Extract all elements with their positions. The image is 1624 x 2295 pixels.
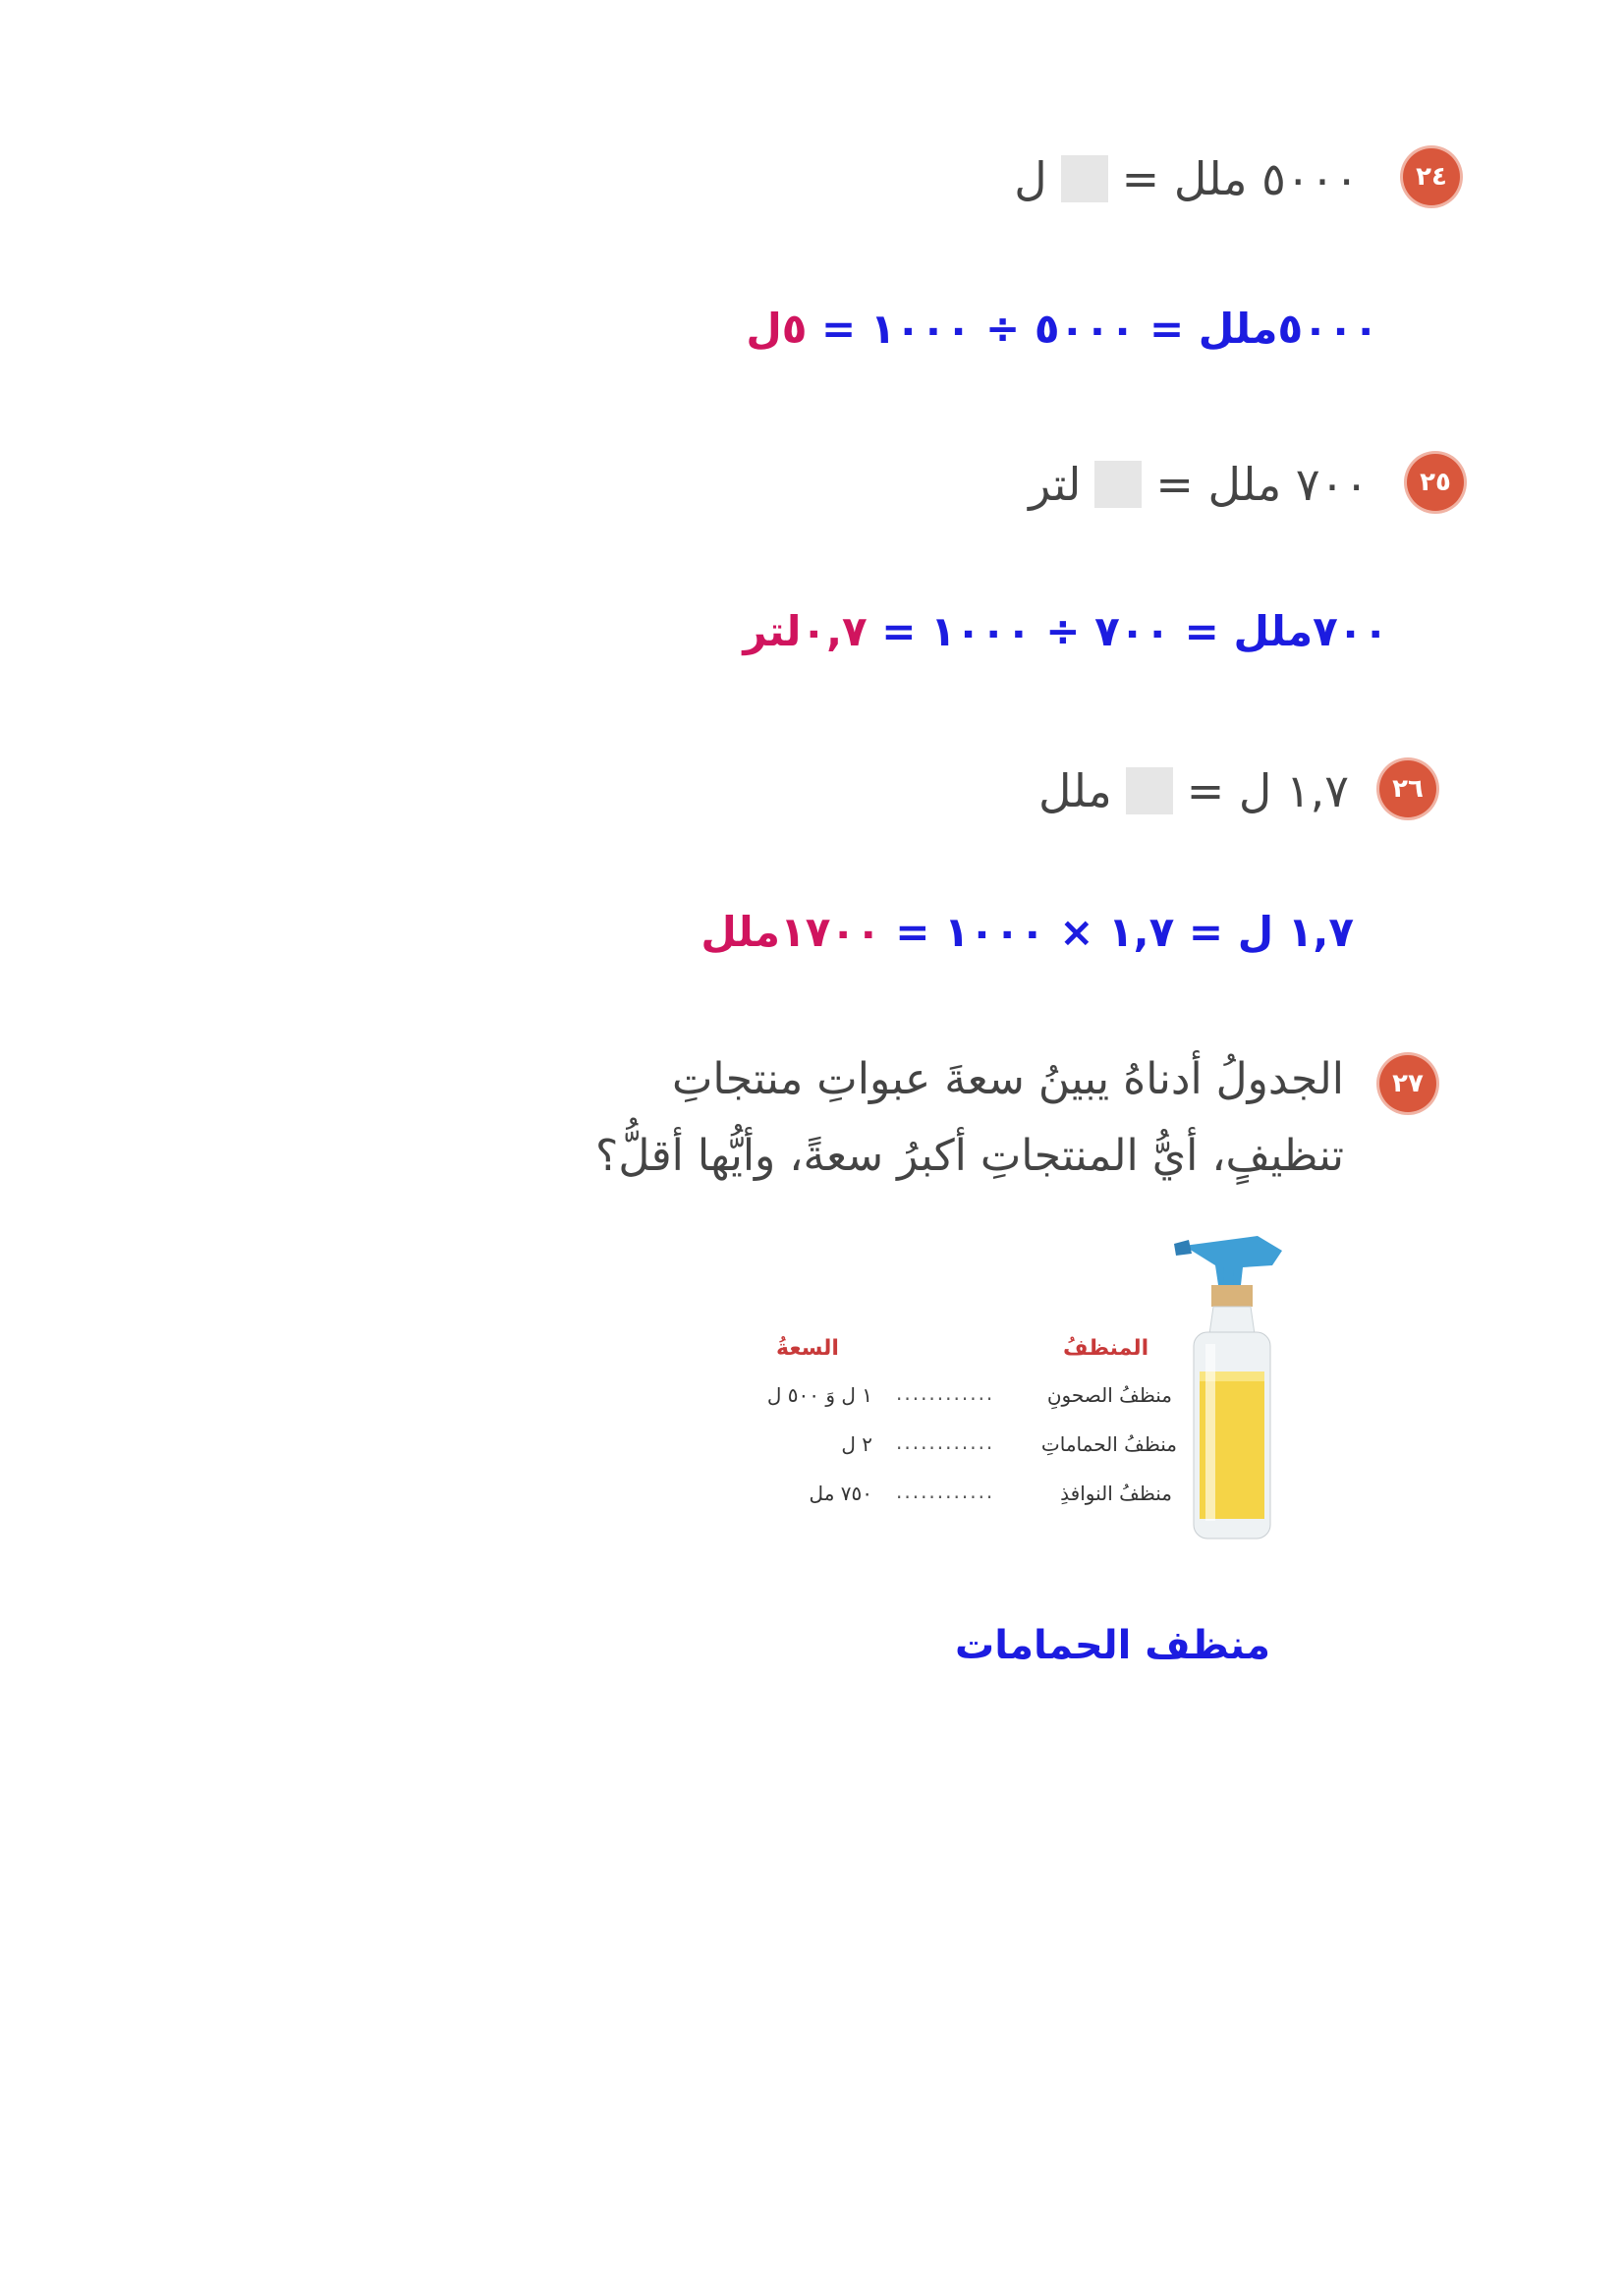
prompt-text: ١,٧ ل = (1186, 764, 1349, 817)
question-line-1: الجدولُ أدناهُ يبينُ سعةَ عبواتِ منتجاتِ (671, 1054, 1344, 1104)
table-leader-dots: ............ (896, 1381, 995, 1405)
question-number-27 (1379, 1055, 1436, 1112)
question-25-prompt (1029, 458, 1369, 511)
question-number-label: ٢٥ (1420, 468, 1451, 497)
question-27-text (595, 1041, 1344, 1195)
table-leader-dots: ............ (896, 1480, 995, 1503)
solution-result: ٥ل (746, 305, 808, 353)
question-24-prompt (1014, 152, 1359, 205)
prompt-unit: ملل (1038, 764, 1112, 817)
table-cell-capacity: ٢ ل (841, 1432, 872, 1456)
table-cell-capacity: ٧٥٠ مل (809, 1482, 872, 1505)
answer-blank (1061, 155, 1108, 202)
prompt-unit: ل (1014, 152, 1047, 205)
prompt-text: ٥٠٠٠ ملل = (1121, 152, 1359, 205)
table-cell-product: منظفُ الحماماتِ (1040, 1432, 1177, 1456)
question-number-label: ٢٦ (1392, 774, 1424, 804)
spray-bottle-image (1164, 1226, 1302, 1550)
question-number-label: ٢٤ (1416, 162, 1447, 192)
solution-result: ٠,٧لتر (743, 607, 868, 655)
question-27-answer: منظف الحمامات (955, 1623, 1270, 1668)
question-line-2: تنظيفٍ، أيُّ المنتجاتِ أكبرُ سعةً، وأيُّها أقلُّ؟ (594, 1131, 1344, 1181)
question-26-solution (700, 908, 1354, 956)
question-24-solution (746, 305, 1378, 353)
answer-blank (1126, 767, 1173, 814)
solution-steps: ٧٠٠ملل = ٧٠٠ ÷ ١٠٠٠ = (867, 607, 1388, 655)
table-header-product: المنظفُ (1063, 1336, 1149, 1361)
table-cell-product: منظفُ الصحونِ (1046, 1383, 1172, 1407)
answer-blank (1094, 461, 1142, 508)
table-leader-dots: ............ (896, 1430, 995, 1454)
prompt-text: ٧٠٠ ملل = (1155, 458, 1369, 511)
question-number-24 (1403, 148, 1460, 205)
question-26-prompt (1038, 764, 1349, 817)
solution-steps: ١,٧ ل = ١,٧ × ١٠٠٠ = (880, 908, 1354, 956)
solution-steps: ٥٠٠٠ملل = ٥٠٠٠ ÷ ١٠٠٠ = (807, 305, 1378, 353)
table-header-capacity: السعةُ (776, 1336, 839, 1361)
solution-result: ١٧٠٠ملل (700, 908, 881, 956)
question-number-26 (1379, 760, 1436, 817)
prompt-unit: لتر (1029, 458, 1082, 511)
question-number-25 (1407, 454, 1464, 511)
question-number-label: ٢٧ (1392, 1069, 1424, 1098)
question-25-solution (743, 607, 1388, 655)
table-cell-capacity: ١ ل وَ ٥٠٠ ل (766, 1383, 872, 1407)
table-cell-product: منظفُ النوافذِ (1060, 1482, 1172, 1505)
